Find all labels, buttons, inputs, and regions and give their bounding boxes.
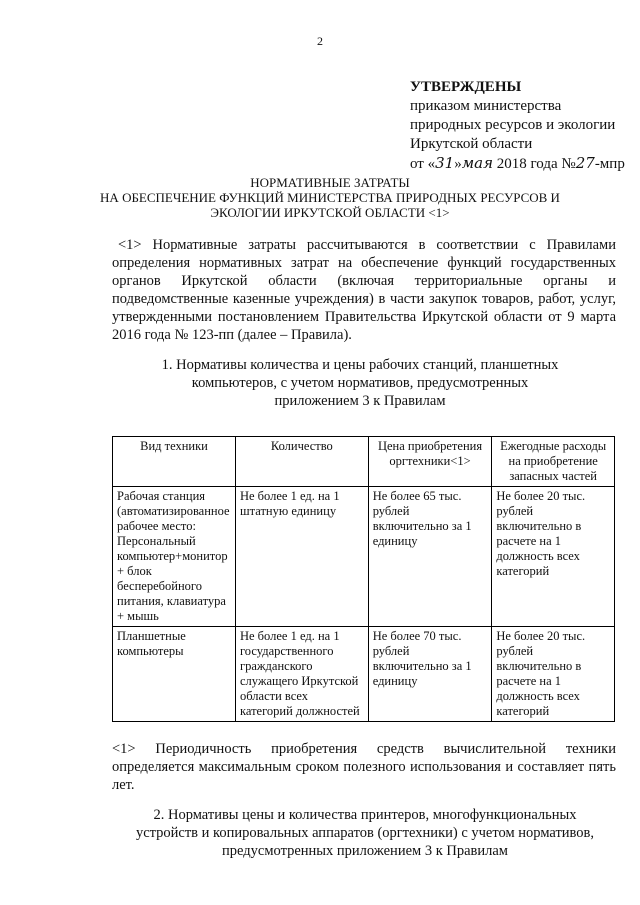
table-cell: Не более 20 тыс. рублей включительно в расчете на 1 должность всех категорий [492, 627, 615, 722]
table-cell: Не более 70 тыс. рублей включительно за 1 единицу [368, 627, 492, 722]
table-cell: Рабочая станция (автоматизированное рабочее место: Персональный компьютер+монитор + блок бесперебойного питания, клавиатура + мышь [113, 487, 236, 627]
table-cell: Планшетные компьютеры [113, 627, 236, 722]
date-mid: » [454, 156, 462, 172]
table-cell: Не более 1 ед. на 1 штатную единицу [235, 487, 368, 627]
table-header-row [113, 437, 615, 487]
table-cell: Не более 65 тыс. рублей включительно за 1 единицу [368, 487, 492, 627]
section2-line: предусмотренных приложением 3 к Правилам [222, 843, 508, 859]
section2-heading [130, 806, 600, 860]
table-header-cell: Вид техники [113, 437, 236, 487]
approval-line: Иркутской области [410, 136, 533, 152]
table-header-cell: Цена приобретения оргтехники<1> [368, 437, 492, 487]
table-row [113, 627, 615, 722]
title-line: ЭКОЛОГИИ ИРКУТСКОЙ ОБЛАСТИ <1> [210, 205, 450, 220]
date-prefix: от « [410, 156, 436, 172]
approval-heading: УТВЕРЖДЕНЫ [410, 79, 522, 95]
table-row [113, 487, 615, 627]
date-day-handwritten: 31 [435, 154, 455, 172]
title-line: НА ОБЕСПЕЧЕНИЕ ФУНКЦИЙ МИНИСТЕРСТВА ПРИРОДНЫХ РЕСУРСОВ И [100, 190, 560, 205]
section1-line: 1. Нормативы количества и цены рабочих станций, планшетных [161, 357, 559, 373]
date-month-handwritten: мая [461, 154, 494, 172]
approval-line: приказом министерства [410, 98, 562, 114]
intro-paragraph: <1> Нормативные затраты рассчитываются в соответствии с Правилами определения нормативных затрат на обеспечение функций государственных органов Иркутской области (включая территориальные органы и подведомственные казенные учреждения) в части закупок товаров, работ, услуг, утвержденными постановлением Правительства Иркутской области от 9 марта 2016 года № 123-пп (далее – Правила). [112, 237, 616, 343]
footnote: <1> Периодичность приобретения средств вычислительной техники определяется максимальным сроком полезного использования и составляет пять лет. [112, 741, 616, 793]
date-year: 2018 года № [493, 156, 576, 172]
norms-table [112, 436, 615, 722]
section2-line: устройств и копировальных аппаратов (оргтехники) с учетом нормативов, [135, 825, 595, 841]
order-suffix: -мпр [594, 156, 625, 172]
page-number: 2 [317, 34, 323, 48]
approval-block [410, 78, 635, 174]
table-cell: Не более 1 ед. на 1 государственного гражданского служащего Иркутской области всех категорий должностей [235, 627, 368, 722]
order-number-handwritten: 27 [575, 154, 595, 172]
section1-line: компьютеров, с учетом нормативов, предусмотренных [191, 375, 529, 391]
table-header-cell: Количество [235, 437, 368, 487]
section1-line: приложением 3 к Правилам [274, 393, 446, 409]
section1-heading [150, 356, 570, 410]
document-title [80, 175, 580, 220]
approval-date-line [410, 154, 635, 174]
approval-line: природных ресурсов и экологии [410, 117, 616, 133]
title-line: НОРМАТИВНЫЕ ЗАТРАТЫ [250, 175, 410, 190]
table-header-cell: Ежегодные расходы на приобретение запасных частей [492, 437, 615, 487]
section2-line: 2. Нормативы цены и количества принтеров, многофункциональных [153, 807, 577, 823]
table-cell: Не более 20 тыс. рублей включительно в расчете на 1 должность всех категорий [492, 487, 615, 627]
